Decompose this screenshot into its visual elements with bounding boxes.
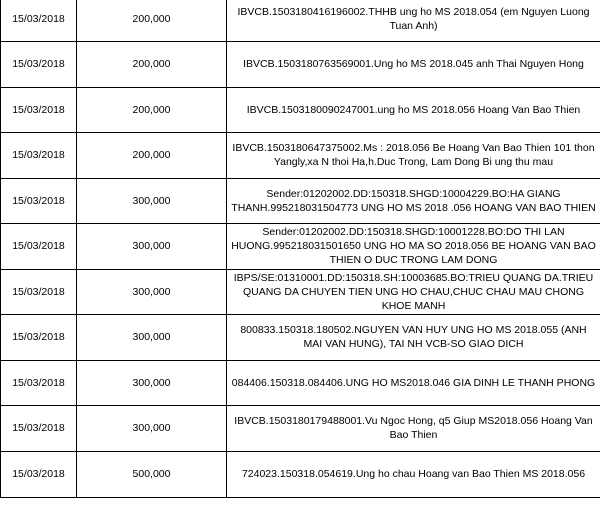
table-row bbox=[1, 451, 600, 497]
table-row bbox=[1, 87, 600, 133]
date-cell: 15/03/2018 bbox=[1, 0, 77, 42]
description-cell: IBVCB.1503180763569001.Ung ho MS 2018.045 anh Thai Nguyen Hong bbox=[227, 42, 600, 88]
amount-cell: 300,000 bbox=[77, 269, 227, 315]
description-cell: 800833.150318.180502.NGUYEN VAN HUY UNG HO MS 2018.055 (ANH MAI VAN HUNG), TAI NH VCB-SO GIAO DICH bbox=[227, 315, 600, 361]
description-cell: IBVCB.1503180179488001.Vu Ngoc Hong, q5 Giup MS2018.056 Hoang Van Bao Thien bbox=[227, 406, 600, 452]
date-cell: 15/03/2018 bbox=[1, 133, 77, 179]
date-cell: 15/03/2018 bbox=[1, 315, 77, 361]
date-cell: 15/03/2018 bbox=[1, 87, 77, 133]
description-cell: IBPS/SE:01310001.DD:150318.SH:10003685.BO:TRIEU QUANG DA.TRIEU QUANG DA CHUYEN TIEN UNG HO CHAU,CHUC CHAU MAU CHONG KHOE MANH bbox=[227, 269, 600, 315]
table-row bbox=[1, 224, 600, 270]
table-row bbox=[1, 0, 600, 42]
description-cell: 724023.150318.054619.Ung ho chau Hoang van Bao Thien MS 2018.056 bbox=[227, 451, 600, 497]
date-cell: 15/03/2018 bbox=[1, 224, 77, 270]
date-cell: 15/03/2018 bbox=[1, 269, 77, 315]
date-cell: 15/03/2018 bbox=[1, 360, 77, 406]
amount-cell: 200,000 bbox=[77, 42, 227, 88]
amount-cell: 500,000 bbox=[77, 451, 227, 497]
date-cell: 15/03/2018 bbox=[1, 178, 77, 224]
ledger-body bbox=[1, 0, 600, 497]
description-cell: 084406.150318.084406.UNG HO MS2018.046 GIA DINH LE THANH PHONG bbox=[227, 360, 600, 406]
description-cell: IBVCB.1503180416196002.THHB ung ho MS 2018.054 (em Nguyen Luong Tuan Anh) bbox=[227, 0, 600, 42]
amount-cell: 200,000 bbox=[77, 0, 227, 42]
amount-cell: 200,000 bbox=[77, 133, 227, 179]
amount-cell: 300,000 bbox=[77, 178, 227, 224]
amount-cell: 300,000 bbox=[77, 315, 227, 361]
table-row bbox=[1, 269, 600, 315]
amount-cell: 300,000 bbox=[77, 224, 227, 270]
table-row bbox=[1, 42, 600, 88]
table-row bbox=[1, 360, 600, 406]
table-row bbox=[1, 133, 600, 179]
description-cell: IBVCB.1503180647375002.Ms : 2018.056 Be Hoang Van Bao Thien 101 thon Yangly,xa N thoi Ha,h.Duc Trong, Lam Dong Bi ung thu mau bbox=[227, 133, 600, 179]
amount-cell: 300,000 bbox=[77, 360, 227, 406]
date-cell: 15/03/2018 bbox=[1, 451, 77, 497]
description-cell: IBVCB.1503180090247001.ung ho MS 2018.056 Hoang Van Bao Thien bbox=[227, 87, 600, 133]
table-row bbox=[1, 178, 600, 224]
date-cell: 15/03/2018 bbox=[1, 406, 77, 452]
table-row bbox=[1, 315, 600, 361]
description-cell: Sender:01202002.DD:150318.SHGD:10001228.BO:DO THI LAN HUONG.995218031501650 UNG HO MA SO 2018.056 BE HOANG VAN BAO THIEN O DUC TRONG LAM DONG bbox=[227, 224, 600, 270]
amount-cell: 300,000 bbox=[77, 406, 227, 452]
description-cell: Sender:01202002.DD:150318.SHGD:10004229.BO:HA GIANG THANH.995218031504773 UNG HO MS 2018 .056 HOANG VAN BAO THIEN bbox=[227, 178, 600, 224]
amount-cell: 200,000 bbox=[77, 87, 227, 133]
date-cell: 15/03/2018 bbox=[1, 42, 77, 88]
table-row bbox=[1, 406, 600, 452]
